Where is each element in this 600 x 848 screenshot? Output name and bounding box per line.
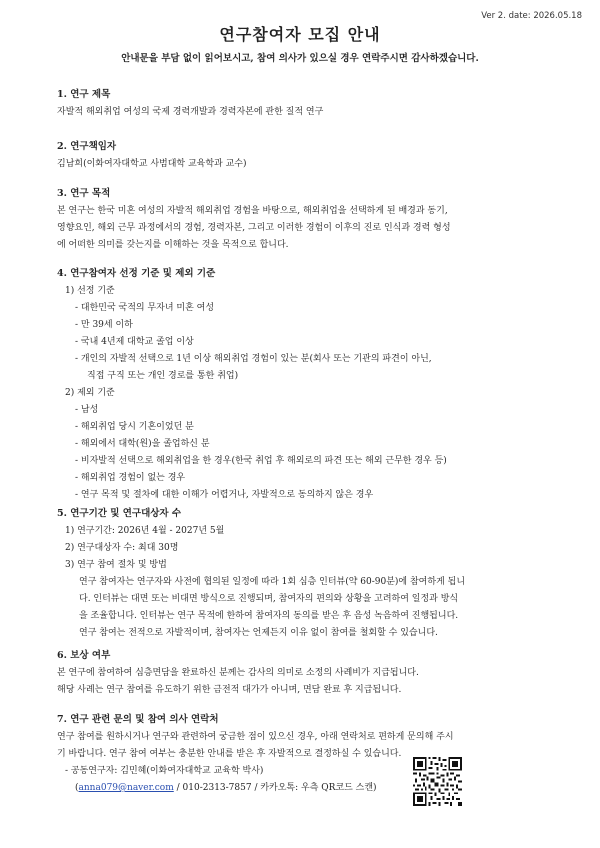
purpose-line: 에 어떠한 의미를 갖는지를 이해하는 것을 목적으로 합니다. [57, 240, 289, 250]
inclusion-item: - 개인의 자발적 선택으로 1년 이상 해외취업 경험이 있는 분(회사 또는 기관의 파견이 아닌, [75, 354, 432, 364]
procedure-line: 연구 참여는 전적으로 자발적이며, 참여자는 언제든지 이유 없이 참여를 철회할 수 있습니다. [79, 628, 438, 638]
inclusion-item-continued: 직접 구직 또는 개인 경로를 통한 취업) [87, 371, 239, 381]
section-heading: 2. 연구책임자 [57, 141, 117, 152]
co-researcher: - 공동연구자: 김민혜(이화여자대학교 교육학 박사) [65, 766, 264, 776]
inclusion-item: - 국내 4년제 대학교 졸업 이상 [75, 337, 194, 347]
section-principal-investigator [57, 138, 547, 173]
section-heading: 3. 연구 목적 [57, 188, 111, 199]
procedure-line: 을 조율합니다. 인터뷰는 연구 목적에 한하여 참여자의 동의를 받은 후 음성 녹음하여 진행됩니다. [79, 611, 459, 621]
email-link[interactable]: anna079@naver.com [78, 783, 174, 793]
compensation-line: 해당 사례는 연구 참여를 유도하기 위한 금전적 대가가 아니며, 면담 완료 후 지급됩니다. [57, 685, 402, 695]
contact-details: (anna079@naver.com / 010-2313-7857 / 카카오톡: 우측 QR코드 스캔) [75, 783, 377, 793]
section-body: 자발적 해외취업 여성의 국제 경력개발과 경력자본에 관한 질적 연구 [57, 107, 324, 117]
section-heading: 4. 연구참여자 선정 기준 및 제외 기준 [57, 268, 216, 279]
section-body: 김남희(이화여자대학교 사범대학 교육학과 교수) [57, 159, 247, 169]
contact-intro-line: 연구 참여를 원하시거나 연구와 관련하여 궁금한 점이 있으신 경우, 아래 연락처로 편하게 문의해 주시 [57, 732, 454, 742]
procedure-title: 3) 연구 참여 절차 및 방법 [65, 560, 167, 570]
purpose-line: 본 연구는 한국 미혼 여성의 자발적 해외취업 경험을 바탕으로, 해외취업을 선택하게 된 배경과 동기, [57, 206, 448, 216]
section-criteria [57, 265, 547, 504]
exclusion-title: 2) 제외 기준 [65, 388, 115, 398]
page-subtitle: 안내문을 부담 없이 읽어보시고, 참여 의사가 있으실 경우 연락주시면 감사하겠습니다. [121, 53, 479, 64]
section-research-purpose [57, 185, 547, 254]
exclusion-item: - 남성 [75, 405, 99, 415]
procedure-line: 다. 인터뷰는 대면 또는 비대면 방식으로 진행되며, 참여자의 편의와 상황을 고려하여 일정과 방식 [79, 594, 459, 604]
exclusion-item: - 비자발적 선택으로 해외취업을 한 경우(한국 취업 후 해외로의 파견 또는 해외 근무한 경우 등) [75, 456, 447, 466]
period-item: 1) 연구기간: 2026년 4월 - 2027년 5월 [65, 526, 225, 536]
section-heading: 5. 연구기간 및 연구대상자 수 [57, 508, 182, 519]
purpose-line: 영향요인, 해외 근무 과정에서의 경험, 경력자본, 그리고 이러한 경험이 이후의 진로 인식과 경력 형성 [57, 223, 451, 233]
section-period-participants [57, 505, 547, 642]
inclusion-item: - 만 39세 이하 [75, 320, 133, 330]
inclusion-item: - 대한민국 국적의 무자녀 미혼 여성 [75, 303, 215, 313]
procedure-line: 연구 참여자는 연구자와 사전에 협의된 일정에 따라 1회 심층 인터뷰(약 60-90분)에 참여하게 됩니 [79, 577, 466, 587]
version-date: Ver 2. date: 2026.05.18 [481, 11, 582, 21]
participants-item: 2) 연구대상자 수: 최대 30명 [65, 543, 179, 553]
exclusion-item: - 연구 목적 및 절차에 대한 이해가 어렵거나, 자발적으로 동의하지 않은 경우 [75, 490, 374, 500]
section-heading: 1. 연구 제목 [57, 89, 111, 100]
section-heading: 7. 연구 관련 문의 및 참여 의사 연락처 [57, 714, 219, 725]
contact-phone-kakao: / 010-2313-7857 / 카카오톡: 우측 QR코드 스캔) [173, 783, 377, 793]
exclusion-item: - 해외취업 경험이 없는 경우 [75, 473, 186, 483]
kakao-qr-code[interactable] [413, 757, 462, 806]
exclusion-item: - 해외취업 당시 기혼이었던 분 [75, 422, 194, 432]
exclusion-item: - 해외에서 대학(원)을 졸업하신 분 [75, 439, 210, 449]
contact-intro-line: 기 바랍니다. 연구 참여 여부는 충분한 안내를 받은 후 자발적으로 결정하실 수 있습니다. [57, 749, 402, 759]
section-contact [57, 711, 547, 797]
section-research-title [57, 86, 547, 121]
compensation-line: 본 연구에 참여하여 심층면담을 완료하신 분께는 감사의 의미로 소정의 사례비가 지급됩니다. [57, 668, 419, 678]
page-title: 연구참여자 모집 안내 [219, 25, 381, 44]
section-compensation [57, 647, 547, 699]
inclusion-title: 1) 선정 기준 [65, 286, 115, 296]
section-heading: 6. 보상 여부 [57, 650, 111, 661]
